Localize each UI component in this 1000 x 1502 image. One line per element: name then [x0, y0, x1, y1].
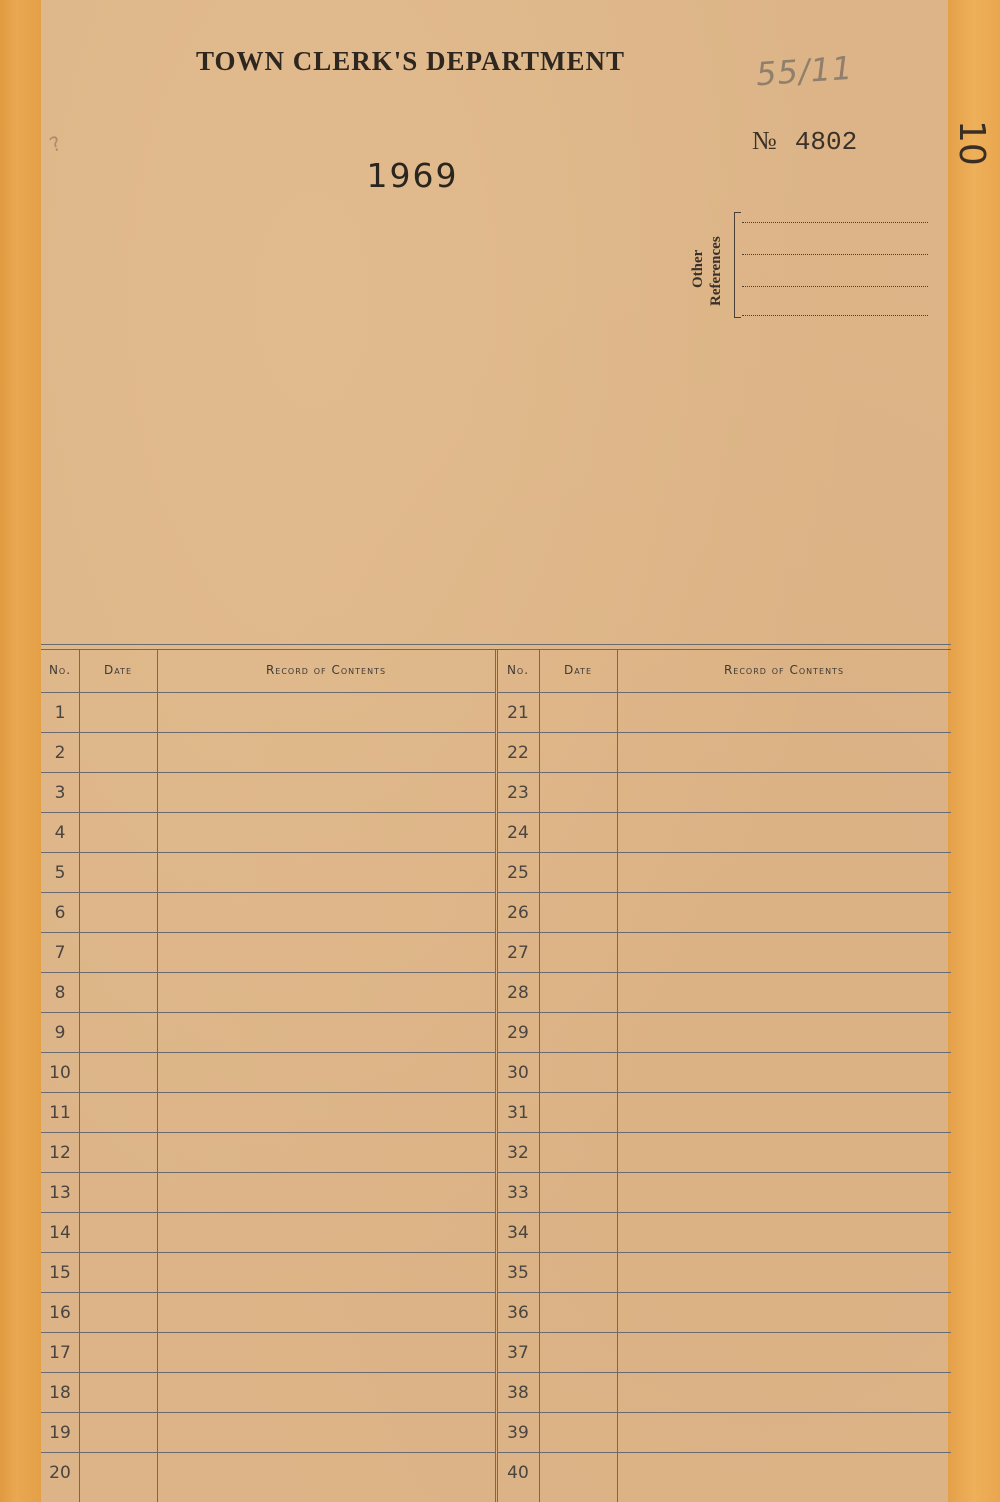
row-number: 28 [507, 983, 529, 1003]
table-row[interactable] [497, 892, 951, 933]
other-references-box [686, 208, 936, 320]
header-no: No. [506, 663, 530, 677]
reference-line[interactable] [742, 254, 928, 255]
table-row[interactable] [41, 1172, 496, 1213]
table-row[interactable] [497, 732, 951, 773]
reference-line[interactable] [742, 222, 928, 223]
row-number: 22 [507, 743, 529, 763]
row-number: 39 [507, 1423, 529, 1443]
table-row[interactable] [41, 972, 496, 1013]
row-number: 12 [49, 1143, 71, 1163]
header-date: Date [103, 663, 133, 677]
record-of-contents-table [41, 644, 951, 1502]
row-number: 13 [49, 1183, 71, 1203]
table-row[interactable] [497, 1092, 951, 1133]
row-number: 30 [507, 1063, 529, 1083]
row-number: 31 [507, 1103, 529, 1123]
table-row[interactable] [41, 1012, 496, 1053]
table-row[interactable] [41, 812, 496, 853]
table-row[interactable] [497, 812, 951, 853]
row-number: 25 [507, 863, 529, 883]
binding-strip-right [948, 0, 1000, 1502]
row-number: 9 [54, 1023, 66, 1043]
row-number: 2 [54, 743, 66, 763]
row-number: 34 [507, 1223, 529, 1243]
table-row[interactable] [497, 852, 951, 893]
table-row[interactable] [497, 1292, 951, 1333]
table-row[interactable] [41, 1292, 496, 1333]
row-number: 37 [507, 1343, 529, 1363]
row-number: 36 [507, 1303, 529, 1323]
file-number-value: 4802 [794, 127, 858, 157]
edge-mark: 10 [951, 120, 992, 166]
row-number: 38 [507, 1383, 529, 1403]
table-row[interactable] [497, 1452, 951, 1493]
handwritten-mark: ? [46, 130, 65, 158]
table-row[interactable] [497, 1252, 951, 1293]
row-number: 16 [49, 1303, 71, 1323]
row-number: 26 [507, 903, 529, 923]
header-no: No. [48, 663, 72, 677]
table-row[interactable] [497, 972, 951, 1013]
table-row[interactable] [41, 772, 496, 813]
other-references-label-line2: References [708, 236, 724, 306]
table-row[interactable] [41, 692, 496, 733]
other-references-label-line1: Other [690, 249, 706, 288]
row-number: 20 [49, 1463, 71, 1483]
row-number: 17 [49, 1343, 71, 1363]
references-brace [734, 212, 741, 318]
row-number: 15 [49, 1263, 71, 1283]
table-row[interactable] [41, 1372, 496, 1413]
table-row[interactable] [41, 932, 496, 973]
table-row[interactable] [41, 1452, 496, 1493]
row-number: 35 [507, 1263, 529, 1283]
table-row[interactable] [497, 1012, 951, 1053]
row-number: 10 [49, 1063, 71, 1083]
handwritten-reference: 55/11 [754, 48, 855, 94]
table-right-half [497, 650, 951, 1502]
row-number: 40 [507, 1463, 529, 1483]
table-row[interactable] [497, 692, 951, 733]
department-title: TOWN CLERK'S DEPARTMENT [195, 46, 626, 76]
header-date: Date [563, 663, 593, 677]
row-number: 7 [54, 943, 66, 963]
table-row[interactable] [497, 1212, 951, 1253]
table-row[interactable] [41, 732, 496, 773]
table-row[interactable] [41, 1332, 496, 1373]
table-row[interactable] [497, 1332, 951, 1373]
year-label: 1969 [366, 156, 459, 195]
row-number: 33 [507, 1183, 529, 1203]
number-symbol: № [752, 126, 777, 155]
row-number: 14 [49, 1223, 71, 1243]
table-row[interactable] [41, 892, 496, 933]
row-number: 3 [54, 783, 66, 803]
table-row[interactable] [41, 852, 496, 893]
table-row[interactable] [497, 932, 951, 973]
header-record-of-contents: Record of Contents [265, 663, 387, 677]
table-row[interactable] [41, 1132, 496, 1173]
row-number: 27 [507, 943, 529, 963]
table-row[interactable] [41, 1052, 496, 1093]
table-row[interactable] [41, 1092, 496, 1133]
table-row[interactable] [41, 1412, 496, 1453]
reference-line-bottom [742, 315, 928, 316]
row-number: 21 [507, 703, 529, 723]
row-number: 6 [54, 903, 66, 923]
table-row[interactable] [497, 1372, 951, 1413]
table-row[interactable] [497, 1172, 951, 1213]
binding-strip-left [0, 0, 41, 1502]
table-row[interactable] [497, 1052, 951, 1093]
table-row[interactable] [497, 1412, 951, 1453]
row-number: 24 [507, 823, 529, 843]
reference-line[interactable] [742, 286, 928, 287]
table-row[interactable] [497, 772, 951, 813]
row-number: 8 [54, 983, 66, 1003]
table-row[interactable] [497, 1132, 951, 1173]
file-number [752, 126, 857, 157]
row-number: 19 [49, 1423, 71, 1443]
table-top-rule [41, 644, 951, 645]
row-number: 1 [54, 703, 66, 723]
row-number: 23 [507, 783, 529, 803]
table-left-half [41, 650, 496, 1502]
header-record-of-contents: Record of Contents [723, 663, 845, 677]
other-references-label [686, 208, 732, 320]
row-number: 11 [49, 1103, 71, 1123]
table-row[interactable] [41, 1212, 496, 1253]
table-row[interactable] [41, 1252, 496, 1293]
row-number: 5 [54, 863, 66, 883]
row-number: 29 [507, 1023, 529, 1043]
row-number: 32 [507, 1143, 529, 1163]
row-number: 4 [54, 823, 66, 843]
row-number: 18 [49, 1383, 71, 1403]
